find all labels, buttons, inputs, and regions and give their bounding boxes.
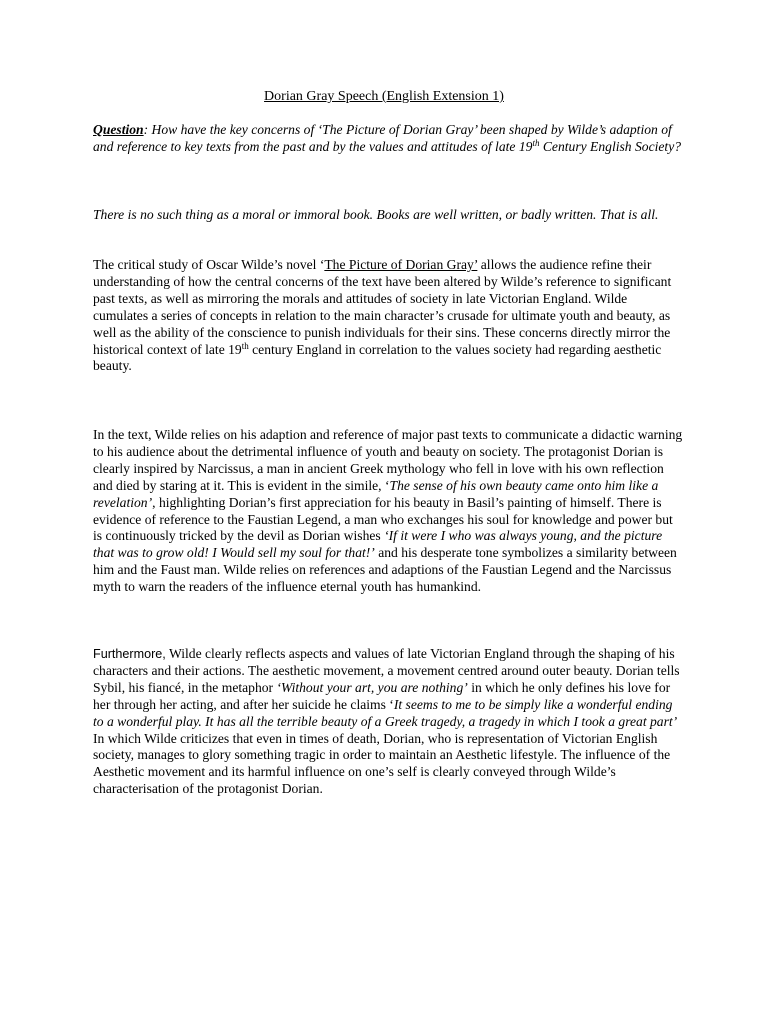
question-superscript: th bbox=[532, 137, 540, 148]
document-title: Dorian Gray Speech (English Extension 1) bbox=[264, 89, 504, 104]
p3-quote-art: ‘Without your art, you are nothing’ bbox=[276, 679, 468, 695]
p1-text-c: century England in correlation to the values society had regarding aesthetic beauty. bbox=[93, 341, 662, 374]
p2-quote-revelation: The sense of his own beauty came onto him like a revelation’ bbox=[93, 477, 659, 510]
p2-text-a: In the text, Wilde relies on his adaption and reference of major past texts to communicate a didactic warning to his audience about the detrimental influence of youth and beauty on society. The protagonist Dorian is clearly inspired by Narcissus, a man in ancient Greek mythology who fell in love with his own reflection and died by staring at it. This is evident in the simile, ‘ bbox=[93, 427, 683, 493]
p3-quote-tragedy: It seems to me to be simply like a wonderful ending to a wonderful play. It has all the terrible beauty of a Greek tragedy, a tragedy in which I took a great part’ bbox=[93, 696, 678, 729]
p2-quote-soul: ‘If it were I who was always young, and the picture that was to grow old! I Would sell my soul for that!’ bbox=[93, 528, 663, 561]
epigraph-quote: There is no such thing as a moral or immoral book. Books are well written, or badly written. That is all. bbox=[93, 207, 659, 222]
question-label: Question bbox=[93, 122, 144, 137]
p2-text-c: and his desperate tone symbolizes a similarity between him and the Faust man. Wilde relies on references and adaptions of the Faustian Legend and the Narcissus myth to warn the readers of the influence eternal youth has humankind. bbox=[93, 545, 677, 595]
p3-text-a: Wilde clearly reflects aspects and values of late Victorian England through the shaping of his characters and their actions. The aesthetic movement, a movement centred around outer beauty. Dorian tells Sybil, his fiancé, in the metaphor bbox=[93, 646, 680, 695]
essay-question bbox=[93, 122, 685, 156]
p3-text-b: in which he only defines his love for her through her acting, and after her suicide he claims ‘ bbox=[93, 679, 671, 712]
p1-text-b: allows the audience refine their understanding of how the central concerns of the text have been altered by Wilde’s reference to significant past texts, as well as mirroring the morals and attitudes of society in late Victorian England. Wilde cumulates a series of concepts in relation to the main character’s crusade for ultimate youth and beauty, as well as the ability of the conscience to punish individuals for their sins. These concerns directly mirror the historical context of late 19 bbox=[93, 257, 672, 357]
question-text-a: How have the key concerns of ‘The Picture of Dorian Gray’ been shaped by Wilde’s adaption of and reference to key texts from the past and by the values and attitudes of late 19 bbox=[93, 122, 672, 154]
novel-title-reference: The Picture of Dorian Gray’ bbox=[324, 257, 478, 272]
paragraph-victorian-values bbox=[93, 646, 685, 798]
p2-text-b: , highlighting Dorian’s first appreciation for his beauty in Basil’s painting of himself. There is evidence of reference to the Faustian Legend, a man who exchanges his soul for knowledge and power but is continuously tricked by the devil as Dorian wishes bbox=[93, 494, 673, 544]
question-colon: : bbox=[143, 122, 149, 137]
question-text-b: Century English Society? bbox=[539, 138, 682, 154]
p1-superscript: th bbox=[241, 340, 249, 351]
p1-text-a: The critical study of Oscar Wilde’s novel ‘ bbox=[93, 257, 325, 272]
paragraph-past-texts bbox=[93, 427, 685, 596]
p3-text-c: In which Wilde criticizes that even in times of death, Dorian, who is representation of Victorian English society, manages to glory something tragic in order to maintain an Aesthetic lifestyle. The influence of the Aesthetic movement and its harmful influence on one’s self is clearly conveyed through Wilde’s characterisation of the protagonist Dorian. bbox=[93, 730, 671, 797]
p3-lead-word: Furthermore, bbox=[93, 647, 166, 661]
paragraph-introduction bbox=[93, 257, 685, 375]
